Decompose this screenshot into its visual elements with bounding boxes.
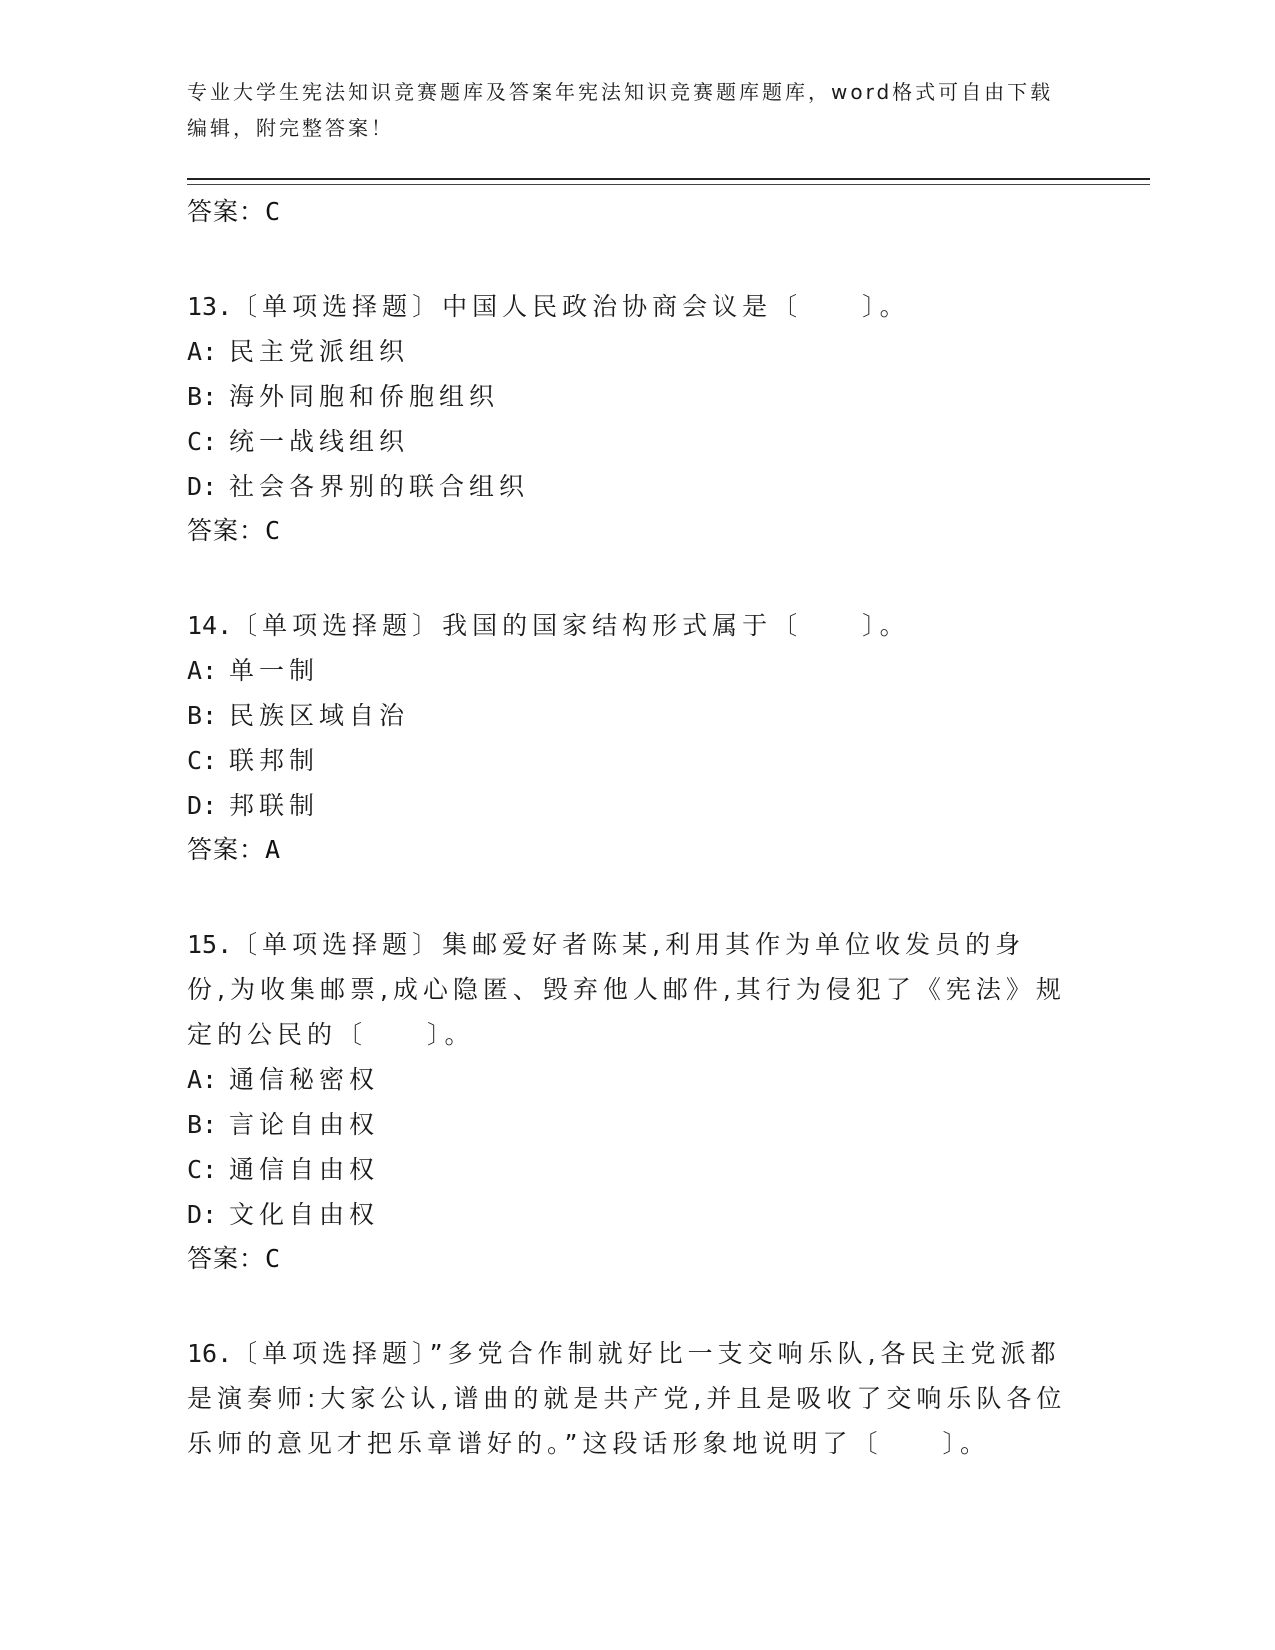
option-text: 邦联制 [229,791,320,820]
option-b [187,1102,1087,1147]
option-b [187,374,1087,419]
question-text: 〔单项选择题〕集邮爱好者陈某,利用其作为单位收发员的身份,为收集邮票,成心隐匿、毁弃他人邮件,其行为侵犯了《宪法》规定的公民的〔 〕。 [187,930,1066,1049]
question-number: 16. [187,1339,233,1368]
question-13 [187,284,1067,329]
option-c [187,419,1087,464]
option-key: C: [187,427,218,456]
option-key: A: [187,1065,218,1094]
option-key: C: [187,1155,218,1184]
question-14 [187,603,1067,648]
option-key: B: [187,1110,218,1139]
option-key: C: [187,746,218,775]
answer-line [187,509,1087,553]
spacer [187,1281,1087,1331]
option-c [187,738,1087,783]
spacer [187,553,1087,603]
answer-line [187,190,1087,234]
answer-value: C [265,516,282,545]
answer-value: A [265,835,282,864]
question-text: 〔单项选择题〕”多党合作制就好比一支交响乐队,各民主党派都是演奏师:大家公认,谱曲的就是共产党,并且是吸收了交响乐队各位乐师的意见才把乐章谱好的。”这段话形象地说明了〔 〕。 [187,1339,1067,1458]
question-number: 15. [187,930,233,959]
option-text: 通信秘密权 [229,1065,380,1094]
answer-line [187,828,1087,872]
option-text: 社会各界别的联合组织 [229,472,530,501]
answer-label: 答案： [187,197,266,226]
question-number: 14. [187,611,233,640]
answer-line [187,1237,1087,1281]
answer-value: C [265,1244,282,1273]
option-text: 联邦制 [229,746,320,775]
option-a [187,648,1087,693]
question-number: 13. [187,292,233,321]
answer-label: 答案： [187,516,266,545]
option-key: D: [187,472,218,501]
option-text: 民族区域自治 [229,701,410,730]
option-a [187,1057,1087,1102]
option-text: 海外同胞和侨胞组织 [229,382,500,411]
option-key: D: [187,1200,218,1229]
option-c [187,1147,1087,1192]
header-divider-thick [187,178,1150,180]
option-text: 通信自由权 [229,1155,380,1184]
option-text: 统一战线组织 [229,427,410,456]
answer-value: C [265,197,282,226]
option-key: D: [187,791,218,820]
option-a [187,329,1087,374]
answer-label: 答案： [187,1244,266,1273]
answer-label: 答案： [187,835,266,864]
option-key: B: [187,701,218,730]
document-content [187,190,1087,1466]
question-text: 〔单项选择题〕中国人民政治协商会议是〔 〕。 [232,292,910,321]
spacer [187,872,1087,922]
page-header: 专业大学生宪法知识竞赛题库及答案年宪法知识竞赛题库题库，word格式可自由下载编辑，附完整答案！ [187,80,1054,140]
option-key: B: [187,382,218,411]
option-key: A: [187,656,218,685]
option-b [187,693,1087,738]
spacer [187,234,1087,284]
question-16 [187,1331,1067,1466]
header-divider-thin [187,184,1150,185]
option-text: 言论自由权 [229,1110,380,1139]
option-key: A: [187,337,218,366]
question-text: 〔单项选择题〕我国的国家结构形式属于〔 〕。 [232,611,910,640]
question-15 [187,922,1067,1057]
option-d [187,464,1087,509]
option-text: 民主党派组织 [229,337,410,366]
option-d [187,783,1087,828]
option-text: 单一制 [229,656,320,685]
option-d [187,1192,1087,1237]
option-text: 文化自由权 [229,1200,380,1229]
